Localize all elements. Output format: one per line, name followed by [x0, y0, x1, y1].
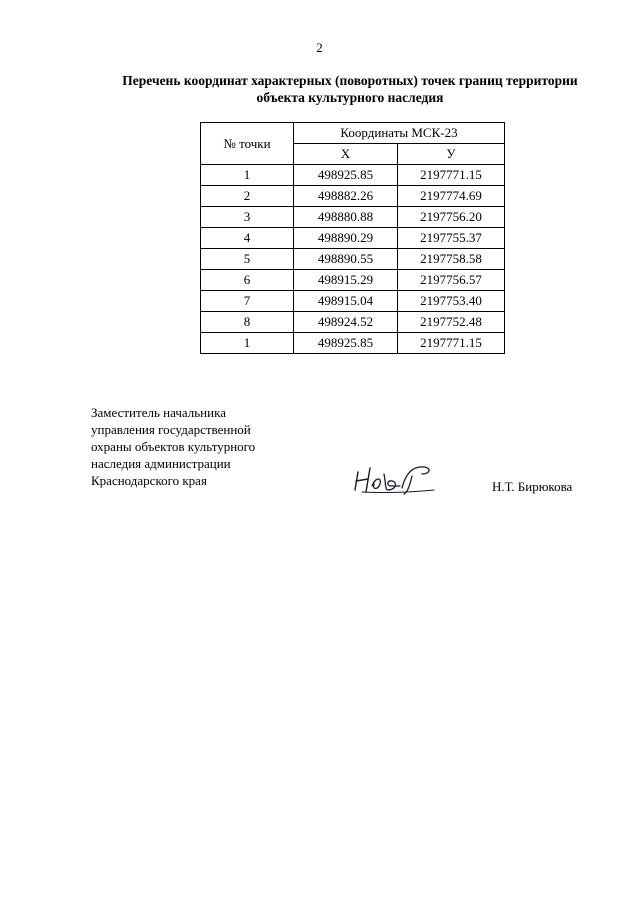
header-point-number: № точки — [201, 123, 294, 165]
table-row — [201, 165, 505, 186]
signer-line: охраны объектов культурного — [91, 439, 256, 454]
cell-x: 498915.04 — [294, 291, 398, 312]
cell-y: 2197756.57 — [398, 270, 505, 291]
cell-y: 2197755.37 — [398, 228, 505, 249]
cell-x: 498915.29 — [294, 270, 398, 291]
page-number: 2 — [316, 40, 323, 55]
table-row — [201, 249, 505, 270]
cell-point: 1 — [201, 333, 294, 354]
title-line: Перечень координат характерных (поворотных) точек границ территории — [122, 73, 578, 88]
table-row — [201, 228, 505, 249]
coordinates-table — [200, 122, 505, 354]
cell-y: 2197753.40 — [398, 291, 505, 312]
cell-y: 2197752.48 — [398, 312, 505, 333]
cell-point: 8 — [201, 312, 294, 333]
table-row — [201, 333, 505, 354]
table-row — [201, 186, 505, 207]
header-x: X — [294, 144, 398, 165]
cell-x: 498890.29 — [294, 228, 398, 249]
header-y: У — [398, 144, 505, 165]
handwritten-signature — [352, 462, 442, 496]
cell-y: 2197771.15 — [398, 165, 505, 186]
cell-point: 4 — [201, 228, 294, 249]
signer-name: Н.Т. Бирюкова — [492, 479, 573, 494]
cell-point: 6 — [201, 270, 294, 291]
cell-point: 1 — [201, 165, 294, 186]
cell-x: 498924.52 — [294, 312, 398, 333]
table-row — [201, 270, 505, 291]
cell-x: 498880.88 — [294, 207, 398, 228]
cell-y: 2197758.58 — [398, 249, 505, 270]
table-row — [201, 207, 505, 228]
document-title — [60, 72, 639, 106]
cell-x: 498890.55 — [294, 249, 398, 270]
title-line: объекта культурного наследия — [256, 90, 444, 105]
signer-line: наследия администрации — [91, 456, 231, 471]
cell-y: 2197774.69 — [398, 186, 505, 207]
header-coordinates: Координаты МСК-23 — [294, 123, 505, 144]
cell-x: 498925.85 — [294, 333, 398, 354]
table-row — [201, 291, 505, 312]
cell-point: 7 — [201, 291, 294, 312]
cell-y: 2197756.20 — [398, 207, 505, 228]
cell-x: 498925.85 — [294, 165, 398, 186]
signer-line: управления государственной — [91, 422, 251, 437]
cell-y: 2197771.15 — [398, 333, 505, 354]
cell-point: 3 — [201, 207, 294, 228]
cell-x: 498882.26 — [294, 186, 398, 207]
signer-line: Краснодарского края — [91, 473, 207, 488]
signer-line: Заместитель начальника — [91, 405, 226, 420]
table-row — [201, 312, 505, 333]
signer-position — [91, 404, 331, 489]
cell-point: 5 — [201, 249, 294, 270]
cell-point: 2 — [201, 186, 294, 207]
